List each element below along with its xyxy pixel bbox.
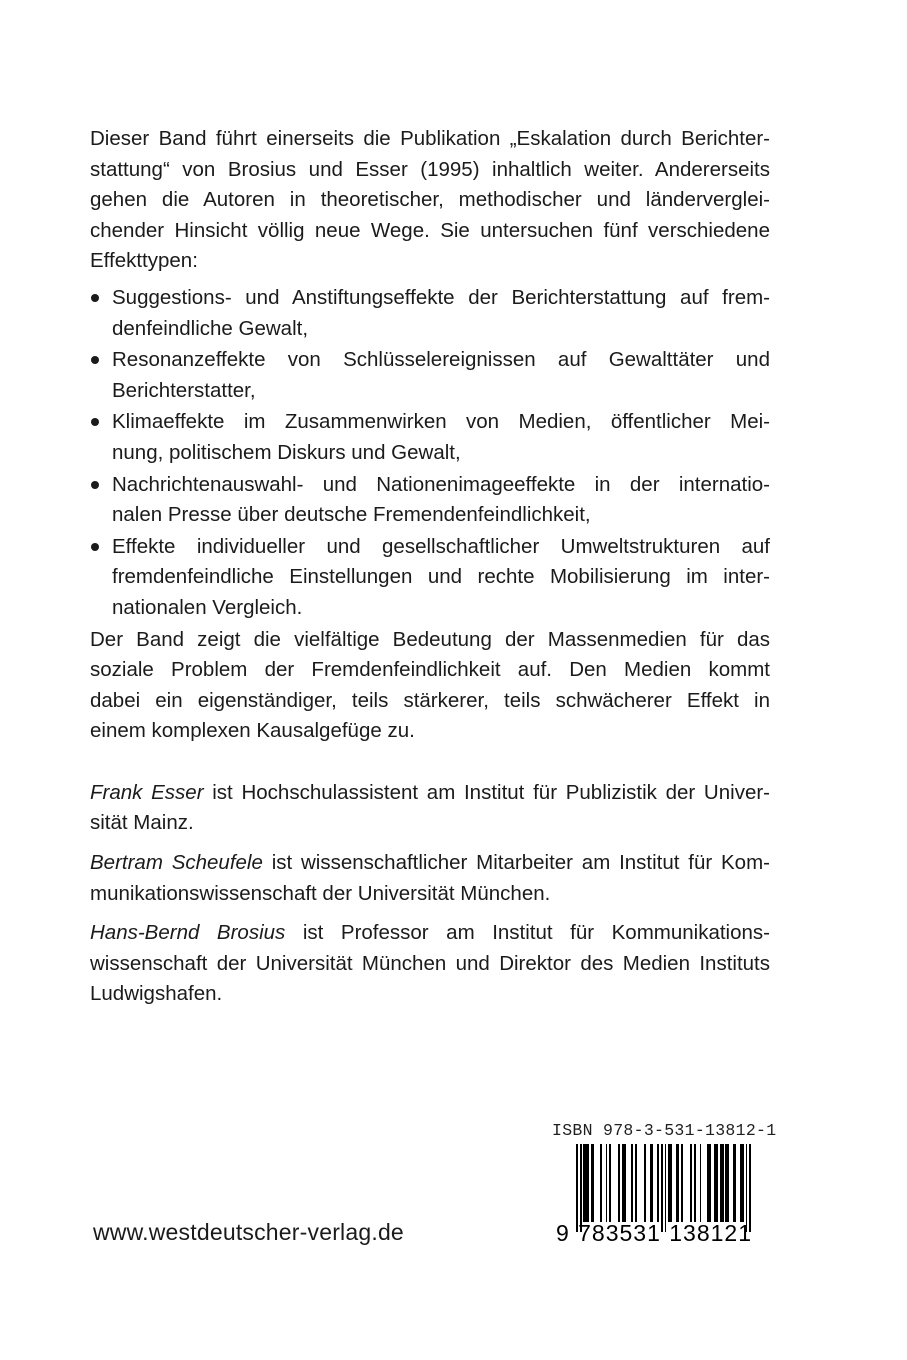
author-name: Bertram Scheufele — [90, 851, 263, 875]
list-item-text: Suggestions- und Anstiftungseffekte der Berichterstattung auf frem- denfeindliche Gewalt, — [112, 285, 770, 340]
intro-paragraph: Dieser Band führt einerseits die Publikation „Eskalation durch Berichter- stattung“ von Brosius und Esser (1995) inhaltlich weiter. Andererseits gehen die Autoren in theoretischer, methodischer und länderverglei- chender Hinsicht völlig neue Wege. Sie untersuchen fünf verschiedene Effekttypen: — [90, 127, 770, 273]
barcode-digit-group: 9 — [556, 1220, 570, 1246]
author-name: Frank Esser — [90, 780, 204, 804]
list-item-text: Klimaeffekte im Zusammenwirken von Medien, öffentlicher Mei- nung, politischem Diskurs und Gewalt, — [112, 410, 770, 464]
barcode-digits — [556, 1220, 752, 1247]
list-item — [90, 470, 770, 531]
author-bio-esser: Frank Esser ist Hochschulassistent am Institut für Publizistik der Univer- sität Mainz. — [90, 780, 770, 835]
author-name: Hans-Bernd Brosius — [90, 921, 286, 945]
bullet-icon — [91, 481, 99, 489]
list-item-text: Nachrichtenauswahl- und Nationenimageeffekte in der internatio- nalen Presse über deutsche Fremendenfeindlichkeit, — [112, 472, 770, 527]
isbn-barcode-block — [552, 1121, 784, 1266]
list-item — [90, 532, 770, 624]
barcode-bars — [576, 1144, 752, 1232]
author-bios — [90, 778, 770, 1010]
barcode-digit-group: 783531 — [578, 1220, 661, 1246]
list-item-text: Effekte individueller und gesellschaftlicher Umweltstrukturen auf fremdenfeindliche Einstellungen und rechte Mobilisierung im inter- nationalen Vergleich. — [112, 534, 770, 619]
author-bio-scheufele: Bertram Scheufele ist wissenschaftlicher Mitarbeiter am Institut für Kom- munikationswissenschaft der Universität München. — [90, 851, 770, 905]
bullet-icon — [91, 294, 99, 302]
blurb — [90, 124, 770, 1010]
barcode-digit-group: 138121 — [669, 1220, 752, 1246]
list-item-text: Resonanzeffekte von Schlüsselereignissen auf Gewalttäter und Berichterstatter, — [112, 348, 770, 402]
bullet-icon — [91, 356, 99, 364]
publisher-url: www.westdeutscher-verlag.de — [93, 1219, 404, 1245]
effect-type-list — [90, 283, 770, 624]
summary-paragraph: Der Band zeigt die vielfältige Bedeutung der Massenmedien für das soziale Problem der Fremdenfeindlichkeit auf. Den Medien kommt dabei ein eigenständiger, teils stärkerer, teils schwächerer Effekt in einem komplexen Kausalgefüge zu. — [90, 627, 770, 743]
list-item — [90, 407, 770, 468]
isbn-label: ISBN 978-3-531-13812-1 — [552, 1121, 777, 1140]
bullet-icon — [91, 543, 99, 551]
author-bio-brosius: Hans-Bernd Brosius ist Professor am Institut für Kommunikations- wissenschaft der Universität München und Direktor des Medien Instituts Ludwigshafen. — [90, 921, 770, 1006]
bullet-icon — [91, 418, 99, 426]
list-item — [90, 345, 770, 406]
ean13-barcode — [556, 1144, 752, 1266]
list-item — [90, 283, 770, 344]
